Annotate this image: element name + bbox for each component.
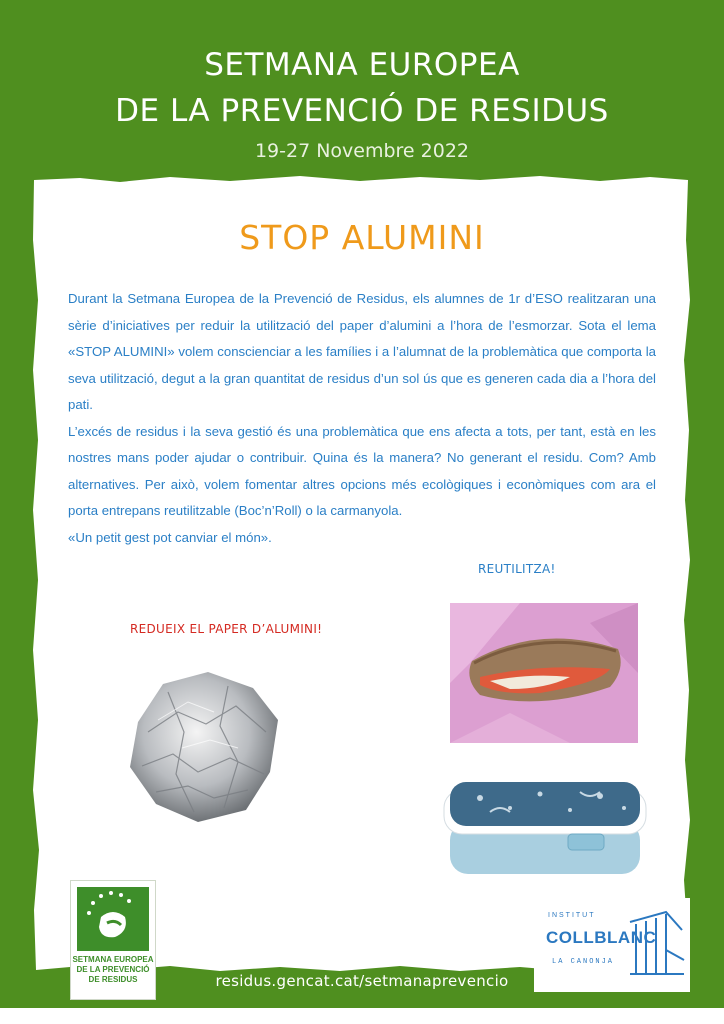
header-title-line1: SETMANA EUROPEA	[204, 47, 520, 83]
eu-stars-hand-icon	[71, 881, 155, 955]
building-icon	[626, 910, 686, 980]
logo-line3: DE RESIDUS	[88, 975, 138, 984]
aluminium-foil-image	[118, 662, 290, 830]
school-logo-top: INSTITUT	[548, 912, 596, 919]
lunch-box-image	[440, 760, 650, 884]
paragraph-1: Durant la Setmana Europea de la Prevenció de Residus, els alumnes de 1r d’ESO realitzaran una sèrie d’iniciatives per reduir la utilització del paper d’alumini a l’hora de l’esmorzar. Sota el lema «STOP ALUMINI» volem conscienciar a les famílies i a l’alumnat de la problemàtica que comporta la seva utilització, degut a la gran quantitat de residus d’un sol ús que es generen cada dia a l’hora del pati.	[68, 291, 656, 412]
school-logo	[534, 898, 690, 992]
footer-url[interactable]: residus.gencat.cat/setmanaprevencio	[215, 972, 509, 990]
logo-line2: DE LA PREVENCIÓ	[76, 965, 150, 974]
bottom-strip	[0, 1008, 724, 1024]
paragraph-2: L’excés de residus i la seva gestió és una problemàtica que ens afecta a tots, per tant, està en les nostres mans poder ajudar o contribuir. Quina és la manera? No generant el residu. Com? Amb alternatives. Per això, volem fomentar altres opcions més ecològiques i econòmiques com ara el porta entrepans reutilitzable (Boc’n’Roll) o la carmanyola.	[68, 423, 656, 518]
logo-line1: SETMANA EUROPEA	[72, 955, 154, 964]
sandwich-wrap-image	[450, 603, 638, 743]
paragraph-3: «Un petit gest pot canviar el món».	[68, 529, 272, 545]
header-title-line2: DE LA PREVENCIÓ DE RESIDUS	[115, 93, 609, 129]
reduce-label: REDUEIX EL PAPER D’ALUMINI!	[130, 622, 323, 636]
school-logo-name: COLLBLANC	[546, 928, 657, 947]
school-logo-sub: LA CANONJA	[552, 958, 615, 966]
event-dates: 19-27 Novembre 2022	[254, 140, 470, 162]
body-text	[68, 286, 656, 551]
reuse-label: REUTILITZA!	[478, 562, 556, 576]
main-title: STOP ALUMINI	[239, 218, 485, 257]
